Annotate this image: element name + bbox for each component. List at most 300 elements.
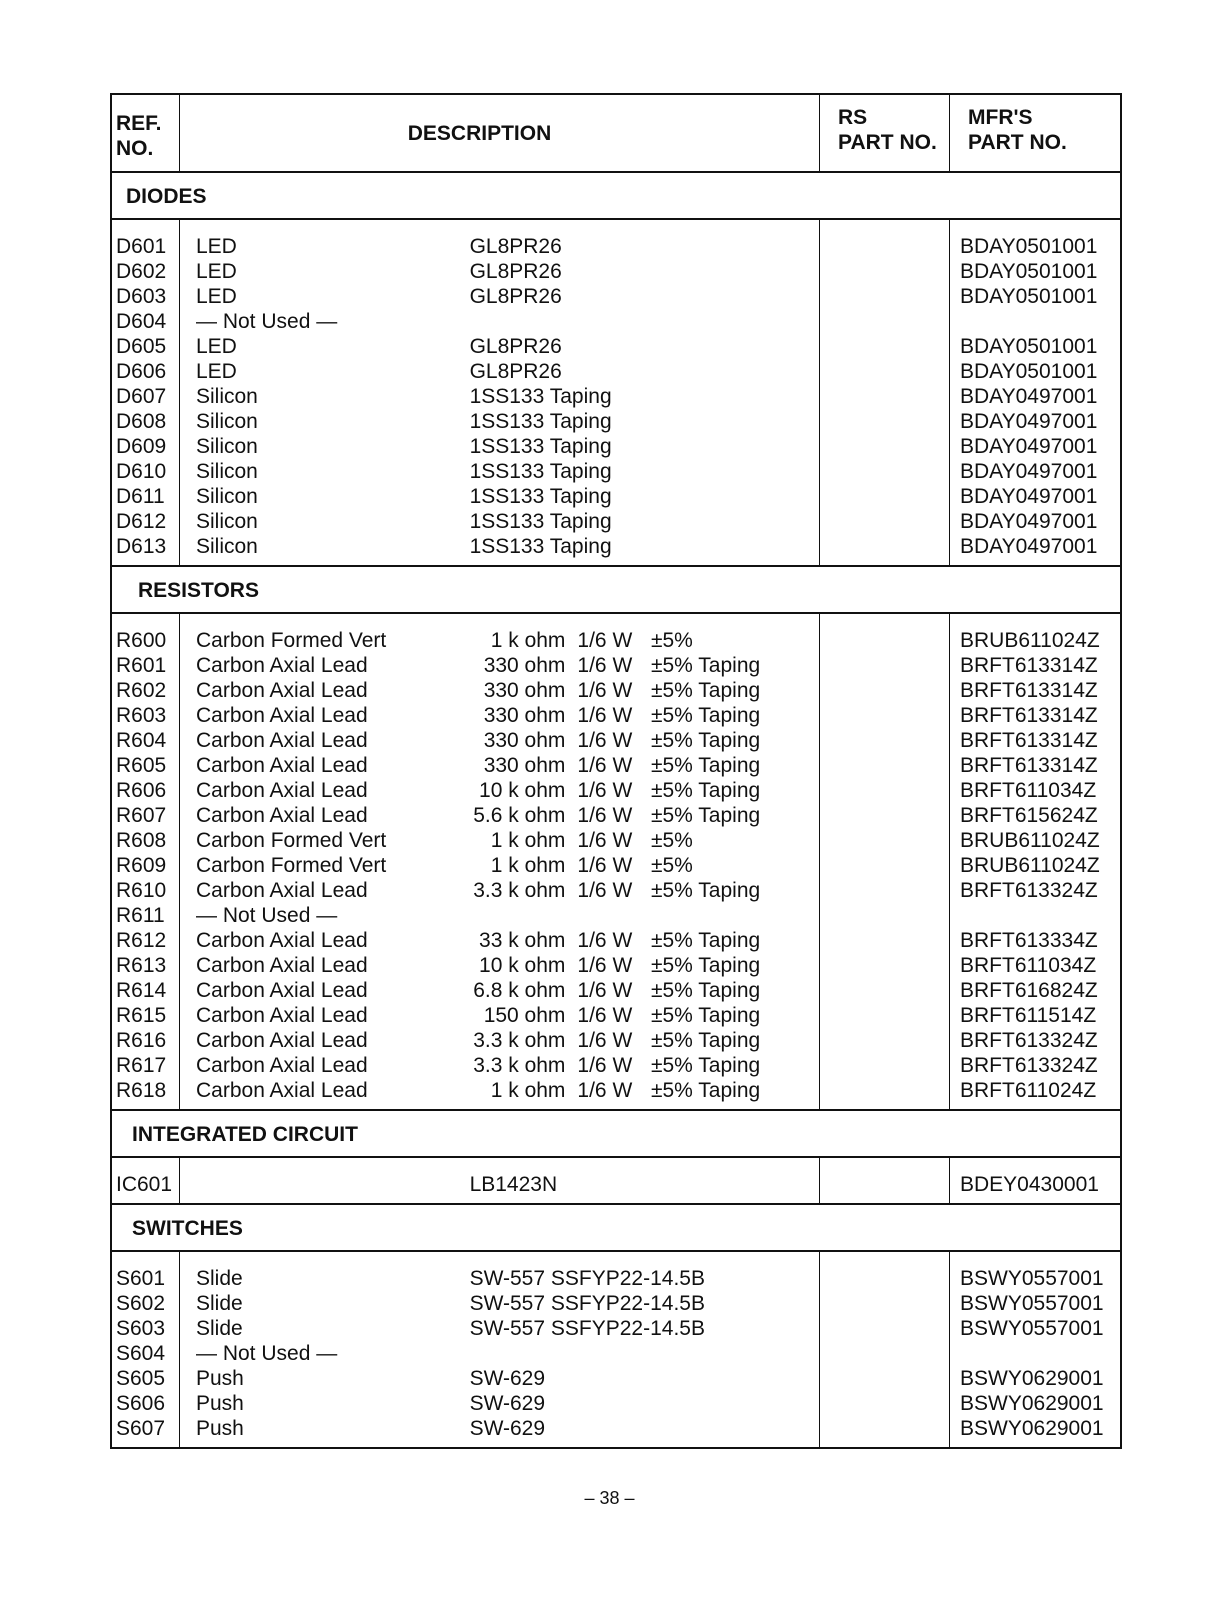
description-row: [180, 1391, 819, 1416]
mfr-part-no: BDAY0497001: [960, 535, 1098, 558]
ref-no: IC601: [116, 1173, 173, 1196]
description-row: [180, 878, 819, 903]
rs-part-no: [820, 1078, 949, 1103]
mfr-part-no: BRFT613314Z: [960, 729, 1098, 752]
part-type: SW-557 SSFYP22-14.5B: [469, 1317, 705, 1340]
component-type: Slide: [196, 1292, 243, 1315]
description-row: [180, 903, 819, 928]
rs-part-no: [820, 753, 949, 778]
header-ref-no: [112, 95, 180, 171]
rs-part-no: [820, 903, 949, 928]
resistance-value: 10 k ohm: [479, 954, 566, 977]
ref-no: R618: [116, 1079, 167, 1102]
ref-no: R609: [116, 854, 167, 877]
resistance-value: 1 k ohm: [490, 854, 566, 877]
rs-part-no: [820, 653, 949, 678]
resistor-spec: [470, 803, 810, 828]
description-row: [180, 509, 819, 534]
mfr-part-no: BDAY0501001: [960, 335, 1098, 358]
ref-no: S607: [116, 1417, 166, 1440]
description-row: [180, 653, 819, 678]
ref-no: D603: [116, 285, 167, 308]
rs-part-no: [820, 259, 949, 284]
resistor-spec: [470, 678, 810, 703]
ref-no: R602: [116, 679, 167, 702]
component-type: Silicon: [196, 385, 258, 408]
component-type: LED: [196, 335, 237, 358]
ref-no: R606: [116, 779, 167, 802]
wattage: 1/6 W: [577, 654, 633, 677]
ref-no: R615: [116, 1004, 167, 1027]
mfr-part-no: BDAY0501001: [960, 360, 1098, 383]
mfr-part-no: BSWY0629001: [960, 1367, 1104, 1390]
resistance-value: 6.8 k ohm: [473, 979, 566, 1002]
part-type: SW-557 SSFYP22-14.5B: [469, 1292, 705, 1315]
part-type: SW-629: [469, 1417, 546, 1440]
rs-part-no: [820, 803, 949, 828]
rs-part-no-column: [820, 1252, 950, 1447]
rs-part-no: [820, 1266, 949, 1291]
component-type: Carbon Axial Lead: [196, 879, 368, 902]
rs-part-no: [820, 534, 949, 559]
parts-list-table: [110, 93, 1122, 1449]
ref-no: D604: [116, 310, 167, 333]
header-ref-line2: NO.: [116, 137, 154, 160]
description-row: [180, 1291, 819, 1316]
rs-part-no: [820, 309, 949, 334]
component-type: Carbon Axial Lead: [196, 1054, 368, 1077]
mfr-part-no: BRFT613334Z: [960, 929, 1098, 952]
mfr-part-no-column: [950, 614, 1120, 1109]
description-column: [180, 1252, 820, 1447]
tolerance: ±5% Taping: [650, 729, 761, 752]
description-row: [180, 1416, 819, 1441]
wattage: 1/6 W: [577, 829, 633, 852]
ref-no: R612: [116, 929, 167, 952]
mfr-part-no: BRFT613314Z: [960, 704, 1098, 727]
mfr-part-no: BRFT611034Z: [960, 779, 1097, 802]
component-type: Silicon: [196, 510, 258, 533]
description-column: [180, 614, 820, 1109]
rs-part-no-column: [820, 220, 950, 565]
component-type: LED: [196, 360, 237, 383]
wattage: 1/6 W: [577, 779, 633, 802]
wattage: 1/6 W: [577, 729, 633, 752]
resistance-value: 33 k ohm: [479, 929, 566, 952]
part-type: 1SS133 Taping: [469, 410, 612, 433]
mfr-part-no: [960, 903, 1120, 928]
part-type: GL8PR26: [469, 235, 562, 258]
ref-no-column: [112, 1158, 180, 1203]
rs-part-no: [820, 334, 949, 359]
component-type: Silicon: [196, 535, 258, 558]
mfr-part-no: BRFT615624Z: [960, 804, 1098, 827]
component-type: Carbon Axial Lead: [196, 729, 368, 752]
ref-no: D606: [116, 360, 167, 383]
resistor-spec: [470, 878, 810, 903]
section-title-ic: INTEGRATED CIRCUIT: [112, 1111, 1120, 1158]
rs-part-no: [820, 778, 949, 803]
part-type: 1SS133 Taping: [469, 385, 612, 408]
part-type: 1SS133 Taping: [469, 485, 612, 508]
description-row: [180, 1172, 819, 1197]
tolerance: [651, 903, 810, 928]
description-row: [180, 1366, 819, 1391]
description-row: [180, 728, 819, 753]
component-type: [180, 1172, 470, 1197]
wattage: 1/6 W: [577, 629, 633, 652]
rs-part-no: [820, 1291, 949, 1316]
tolerance: ±5%: [650, 629, 693, 652]
section-diodes: [112, 220, 1120, 567]
ref-no: S604: [116, 1342, 166, 1365]
mfr-part-no: BSWY0557001: [960, 1267, 1104, 1290]
ref-no: R603: [116, 704, 167, 727]
rs-part-no: [820, 509, 949, 534]
ref-no: S601: [116, 1267, 166, 1290]
resistor-spec: [470, 1053, 810, 1078]
ref-no-column: [112, 1252, 180, 1447]
ref-no: D613: [116, 535, 167, 558]
rs-part-no: [820, 1003, 949, 1028]
component-type: Carbon Formed Vert: [196, 629, 387, 652]
part-type: SW-629: [469, 1392, 546, 1415]
resistor-spec: [470, 928, 810, 953]
component-type: LED: [196, 285, 237, 308]
part-type: 1SS133 Taping: [469, 460, 612, 483]
mfr-part-no: BDEY0430001: [960, 1173, 1099, 1196]
mfr-part-no: BRUB611024Z: [960, 829, 1100, 852]
resistor-spec: [470, 853, 810, 878]
tolerance: ±5% Taping: [650, 779, 761, 802]
page-number: – 38 –: [584, 1488, 635, 1508]
resistor-spec: [470, 728, 810, 753]
wattage: 1/6 W: [577, 979, 633, 1002]
description-row: [180, 678, 819, 703]
description-row: [180, 334, 819, 359]
resistance-value: 330 ohm: [483, 704, 566, 727]
rs-part-no: [820, 678, 949, 703]
description-row: [180, 1003, 819, 1028]
wattage: 1/6 W: [577, 1054, 633, 1077]
tolerance: ±5% Taping: [650, 1029, 761, 1052]
part-type: GL8PR26: [469, 260, 562, 283]
ref-no: R601: [116, 654, 167, 677]
part-type: SW-629: [469, 1367, 546, 1390]
wattage: 1/6 W: [577, 679, 633, 702]
component-type: Carbon Axial Lead: [196, 1029, 368, 1052]
component-type: LED: [196, 235, 237, 258]
mfr-part-no-column: [950, 1158, 1120, 1203]
rs-part-no: [820, 928, 949, 953]
ref-no-column: [112, 614, 180, 1109]
rs-part-no: [820, 828, 949, 853]
description-row: [180, 753, 819, 778]
rs-part-no: [820, 434, 949, 459]
rs-part-no-column: [820, 614, 950, 1109]
component-type: Silicon: [196, 410, 258, 433]
tolerance: ±5% Taping: [650, 704, 761, 727]
section-ic: [112, 1158, 1120, 1205]
component-type: Carbon Axial Lead: [196, 754, 368, 777]
ref-no: R617: [116, 1054, 167, 1077]
description-row: [180, 284, 819, 309]
part-type: 1SS133 Taping: [469, 435, 612, 458]
mfr-part-no: BRFT613314Z: [960, 754, 1098, 777]
mfr-part-no: BDAY0501001: [960, 285, 1098, 308]
header-mfr-line2: PART NO.: [968, 131, 1067, 154]
section-resistors: [112, 614, 1120, 1111]
wattage: 1/6 W: [577, 1004, 633, 1027]
mfr-part-no: BSWY0557001: [960, 1292, 1104, 1315]
component-type: Silicon: [196, 435, 258, 458]
rs-part-no: [820, 1316, 949, 1341]
rs-part-no: [820, 978, 949, 1003]
resistance-value: 330 ohm: [483, 679, 566, 702]
tolerance: ±5% Taping: [650, 879, 761, 902]
component-type: Slide: [196, 1267, 243, 1290]
description-row: [180, 484, 819, 509]
description-row: [180, 384, 819, 409]
resistance-value: 3.3 k ohm: [473, 1054, 566, 1077]
resistance-value: 3.3 k ohm: [473, 1029, 566, 1052]
ref-no: D601: [116, 235, 167, 258]
ref-no: R607: [116, 804, 167, 827]
ref-no: R610: [116, 879, 167, 902]
resistance-value: [470, 903, 577, 928]
component-type: Slide: [196, 1317, 243, 1340]
description-row: [180, 234, 819, 259]
ref-no: D602: [116, 260, 167, 283]
description-row: [180, 1078, 819, 1103]
wattage: 1/6 W: [577, 929, 633, 952]
ref-no: R600: [116, 629, 167, 652]
tolerance: ±5% Taping: [650, 754, 761, 777]
tolerance: ±5%: [650, 854, 693, 877]
wattage: 1/6 W: [577, 879, 633, 902]
description-row: [180, 778, 819, 803]
component-type: Carbon Formed Vert: [196, 829, 387, 852]
header-rs-line1: RS: [838, 106, 868, 129]
component-type: Carbon Axial Lead: [196, 979, 368, 1002]
ref-no: R616: [116, 1029, 167, 1052]
ref-no: S605: [116, 1367, 166, 1390]
description-row: [180, 928, 819, 953]
ref-no: S602: [116, 1292, 166, 1315]
resistance-value: 150 ohm: [483, 1004, 566, 1027]
mfr-part-no: BRFT613314Z: [960, 679, 1098, 702]
tolerance: ±5% Taping: [650, 654, 761, 677]
resistor-spec: [470, 1028, 810, 1053]
rs-part-no: [820, 628, 949, 653]
rs-part-no: [820, 284, 949, 309]
description-row: [180, 409, 819, 434]
component-type: Carbon Axial Lead: [196, 654, 368, 677]
mfr-part-no: [960, 1341, 1120, 1366]
resistance-value: 1 k ohm: [490, 1079, 566, 1102]
description-column: [180, 1158, 820, 1203]
mfr-part-no: BDAY0497001: [960, 385, 1098, 408]
mfr-part-no: BSWY0629001: [960, 1417, 1104, 1440]
rs-part-no: [820, 1391, 949, 1416]
wattage: 1/6 W: [577, 754, 633, 777]
description-row: [180, 309, 819, 334]
component-type: — Not Used —: [196, 310, 338, 333]
wattage: 1/6 W: [577, 854, 633, 877]
mfr-part-no: BRUB611024Z: [960, 854, 1100, 877]
mfr-part-no: BDAY0497001: [960, 485, 1098, 508]
description-row: [180, 1341, 819, 1366]
ref-no: S603: [116, 1317, 166, 1340]
resistance-value: 330 ohm: [483, 754, 566, 777]
section-title-resistors: RESISTORS: [112, 567, 1120, 614]
description-row: [180, 1316, 819, 1341]
rs-part-no: [820, 1053, 949, 1078]
rs-part-no: [820, 1366, 949, 1391]
description-row: [180, 434, 819, 459]
mfr-part-no: BSWY0557001: [960, 1317, 1104, 1340]
wattage: 1/6 W: [577, 954, 633, 977]
component-type: Carbon Axial Lead: [196, 1079, 368, 1102]
description-row: [180, 459, 819, 484]
component-type: Push: [196, 1417, 244, 1440]
part-type: SW-557 SSFYP22-14.5B: [469, 1267, 705, 1290]
rs-part-no: [820, 1172, 949, 1197]
part-type: GL8PR26: [469, 285, 562, 308]
mfr-part-no-column: [950, 1252, 1120, 1447]
resistor-spec: [470, 828, 810, 853]
part-type: LB1423N: [469, 1173, 558, 1196]
tolerance: ±5% Taping: [650, 804, 761, 827]
part-type: GL8PR26: [469, 360, 562, 383]
description-row: [180, 1028, 819, 1053]
tolerance: ±5% Taping: [650, 979, 761, 1002]
rs-part-no: [820, 409, 949, 434]
wattage: 1/6 W: [577, 1029, 633, 1052]
section-switches: [112, 1252, 1120, 1447]
resistor-spec: [470, 1003, 810, 1028]
description-row: [180, 1053, 819, 1078]
tolerance: ±5% Taping: [650, 679, 761, 702]
mfr-part-no: BRUB611024Z: [960, 629, 1100, 652]
resistor-spec: [470, 703, 810, 728]
section-title-diodes: DIODES: [112, 173, 1120, 220]
description-row: [180, 1266, 819, 1291]
ref-no: D608: [116, 410, 167, 433]
part-type: 1SS133 Taping: [469, 510, 612, 533]
ref-no: D609: [116, 435, 167, 458]
ref-no: D612: [116, 510, 167, 533]
mfr-part-no: BRFT613324Z: [960, 1029, 1098, 1052]
resistance-value: 330 ohm: [483, 654, 566, 677]
ref-no: R608: [116, 829, 167, 852]
resistance-value: 3.3 k ohm: [473, 879, 566, 902]
resistance-value: 10 k ohm: [479, 779, 566, 802]
section-title-switches: SWITCHES: [112, 1205, 1120, 1252]
header-ref-line1: REF.: [116, 112, 162, 135]
rs-part-no: [820, 459, 949, 484]
rs-part-no: [820, 703, 949, 728]
mfr-part-no: BDAY0501001: [960, 260, 1098, 283]
tolerance: ±5% Taping: [650, 954, 761, 977]
component-type: Carbon Axial Lead: [196, 929, 368, 952]
ref-no: R614: [116, 979, 167, 1002]
mfr-part-no: BSWY0629001: [960, 1392, 1104, 1415]
header-description: DESCRIPTION: [180, 95, 820, 171]
resistance-value: 5.6 k ohm: [473, 804, 566, 827]
ref-no: D610: [116, 460, 167, 483]
mfr-part-no: BRFT613324Z: [960, 879, 1098, 902]
description-row: [180, 978, 819, 1003]
resistance-value: 330 ohm: [483, 729, 566, 752]
description-row: [180, 359, 819, 384]
wattage: 1/6 W: [577, 704, 633, 727]
rs-part-no: [820, 234, 949, 259]
resistor-spec: [470, 653, 810, 678]
wattage: [577, 903, 651, 928]
component-type: LED: [196, 260, 237, 283]
ref-no: R613: [116, 954, 167, 977]
component-type: Carbon Axial Lead: [196, 954, 368, 977]
tolerance: ±5%: [650, 829, 693, 852]
table-header: [112, 95, 1120, 173]
ref-no: S606: [116, 1392, 166, 1415]
resistor-spec: [470, 753, 810, 778]
rs-part-no: [820, 878, 949, 903]
description-row: [180, 628, 819, 653]
component-type: Carbon Axial Lead: [196, 779, 368, 802]
mfr-part-no: BDAY0497001: [960, 435, 1098, 458]
tolerance: ±5% Taping: [650, 929, 761, 952]
tolerance: ±5% Taping: [650, 1079, 761, 1102]
component-type: Silicon: [196, 460, 258, 483]
header-rs-line2: PART NO.: [838, 131, 937, 154]
resistor-spec: [470, 903, 810, 928]
rs-part-no: [820, 359, 949, 384]
rs-part-no: [820, 1028, 949, 1053]
resistor-spec: [470, 978, 810, 1003]
mfr-part-no-column: [950, 220, 1120, 565]
rs-part-no: [820, 953, 949, 978]
ref-no: D611: [116, 485, 165, 508]
resistance-value: 1 k ohm: [490, 829, 566, 852]
resistor-spec: [470, 628, 810, 653]
description-row: [180, 703, 819, 728]
mfr-part-no: BRFT613314Z: [960, 654, 1098, 677]
description-row: [180, 259, 819, 284]
description-row: [180, 534, 819, 559]
rs-part-no: [820, 384, 949, 409]
component-type: Carbon Axial Lead: [196, 679, 368, 702]
component-type: — Not Used —: [196, 1342, 338, 1365]
wattage: 1/6 W: [577, 804, 633, 827]
ref-no: R604: [116, 729, 167, 752]
mfr-part-no: BRFT616824Z: [960, 979, 1098, 1002]
header-rs-part-no: [820, 95, 950, 171]
part-type: GL8PR26: [469, 335, 562, 358]
rs-part-no: [820, 728, 949, 753]
description-row: [180, 828, 819, 853]
tolerance: ±5% Taping: [650, 1004, 761, 1027]
part-type: 1SS133 Taping: [469, 535, 612, 558]
mfr-part-no: BRFT611024Z: [960, 1079, 1097, 1102]
ref-no: D607: [116, 385, 167, 408]
component-type: Push: [196, 1367, 244, 1390]
description-column: [180, 220, 820, 565]
mfr-part-no: BDAY0497001: [960, 510, 1098, 533]
rs-part-no-column: [820, 1158, 950, 1203]
component-type: Silicon: [196, 485, 258, 508]
